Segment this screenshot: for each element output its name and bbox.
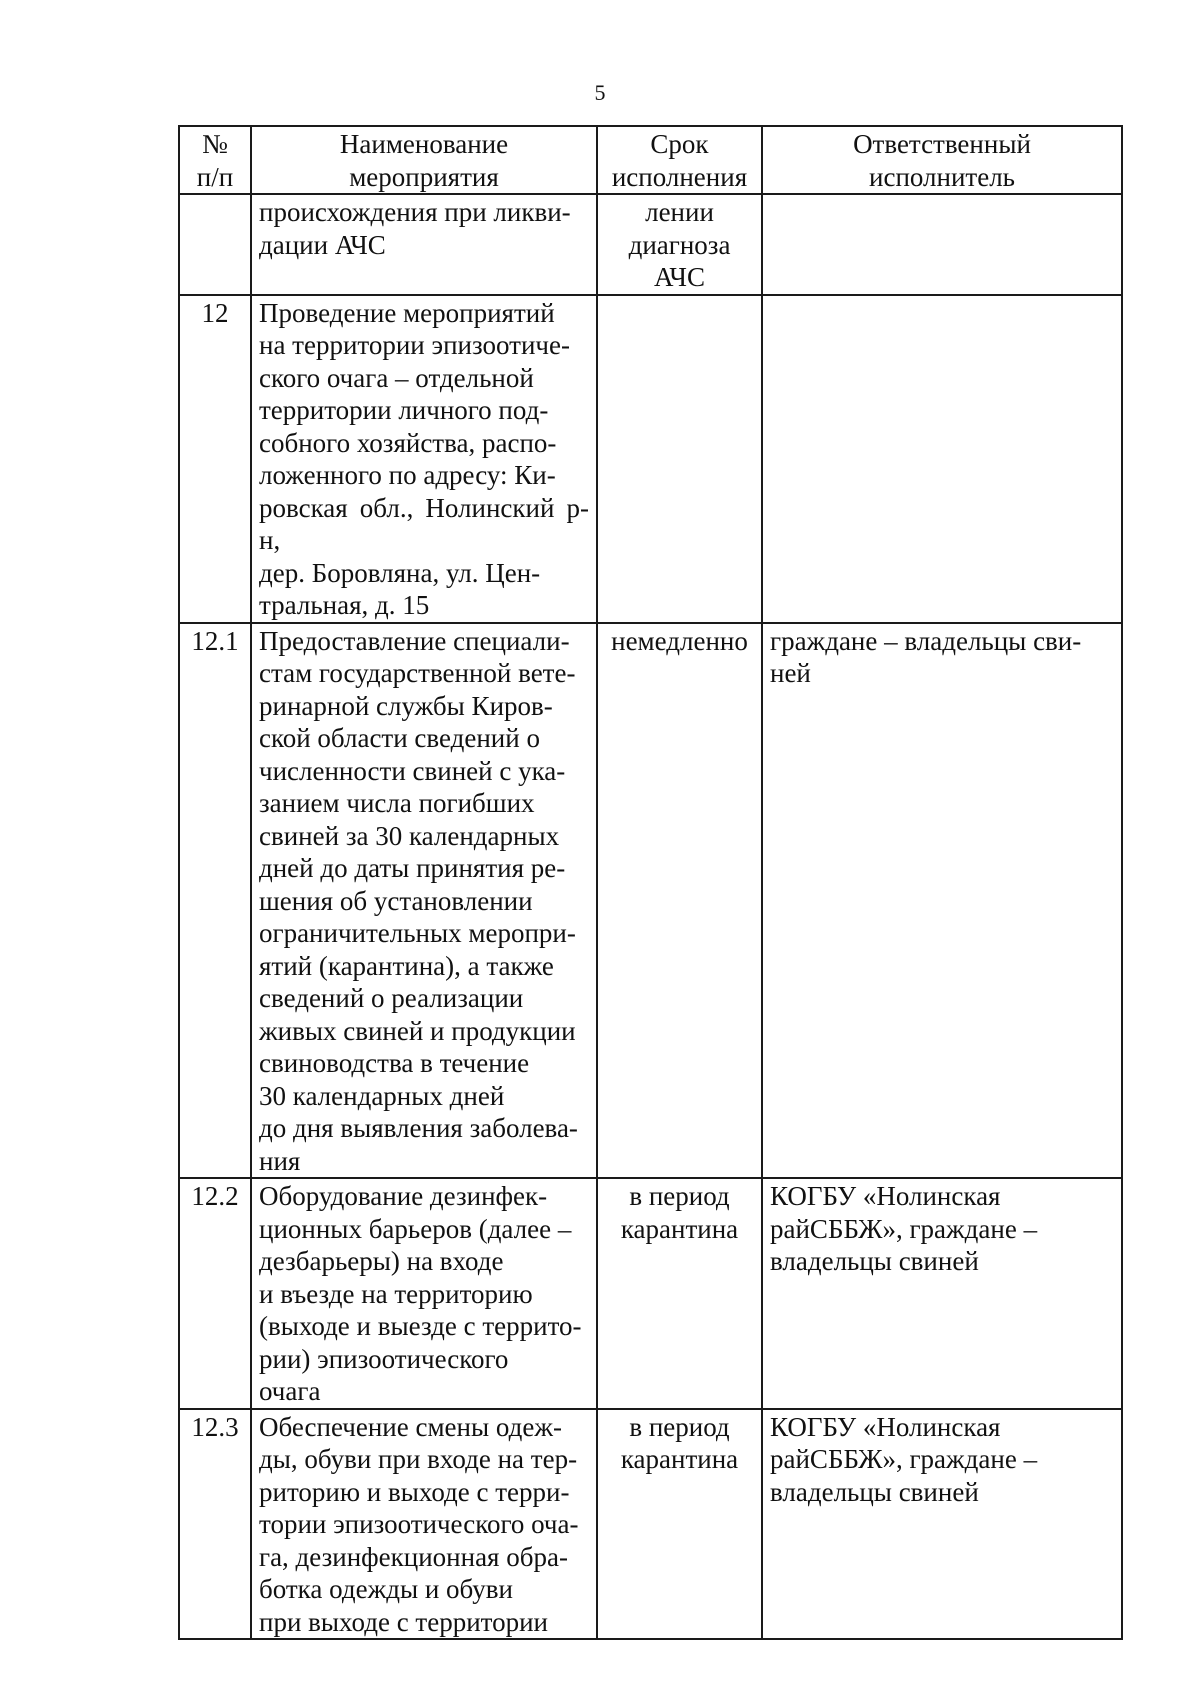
row-responsible [762,623,1122,1179]
row-number: 12.1 [179,623,251,1179]
header-line: мероприятия [349,161,499,192]
cell-line: ды, обуви при входе на тер- [259,1444,578,1474]
cell-line: риторию и выходе с терри- [259,1476,570,1507]
page-number: 5 [594,80,606,105]
cell-line: владельцы свиней [770,1476,979,1507]
table-row [179,623,1122,1179]
row-activity-name [251,295,597,623]
row-term [597,1409,762,1640]
header-line: Ответственный [853,129,1031,159]
cell-line: свиноводства в течение [259,1048,530,1078]
cell-line: до дня выявления заболева- [259,1113,578,1143]
header-responsible [762,126,1122,194]
cell-line: в период [629,1411,730,1442]
cell-line: (выходе и выезде с террито- [259,1311,582,1341]
table-row [179,1409,1122,1640]
cell-line: ней [770,658,811,688]
cell-line: и въезде на территорию [259,1278,533,1309]
cell-line: происхождения при ликви- [259,197,571,227]
cell-line: ятий (карантина), а также [259,950,554,981]
cell-line: численности свиней с ука- [259,755,566,786]
cell-line: лении [645,197,714,227]
cell-line: 30 календарных дней [259,1080,505,1111]
cell-line: ложенного по адресу: Ки- [259,460,556,490]
cell-line: ботка одежды и обуви [259,1574,513,1604]
row-activity-name [251,1409,597,1640]
cell-line: очага [259,1376,321,1406]
cell-line: КОГБУ «Нолинская [770,1411,1001,1442]
cell-line: АЧС [654,262,705,292]
header-term [597,126,762,194]
cell-line: дней до даты принятия ре- [259,853,566,883]
row-responsible [762,295,1122,623]
row-activity-name [251,623,597,1179]
cell-line: Оборудование дезинфек- [259,1181,548,1211]
row-responsible [762,1409,1122,1640]
cell-line: тральная, д. 15 [259,590,430,620]
header-line: исполнения [611,161,748,192]
cell-line: Проведение мероприятий [259,297,555,328]
cell-line: ровская обл., Нолинский р-н, [259,492,589,555]
cell-line: райСББЖ», граждане – [770,1444,1038,1474]
row-number [179,194,251,295]
table-row [179,295,1122,623]
activities-table [178,125,1123,1640]
row-activity-name [251,194,597,295]
header-line: исполнитель [869,161,1015,192]
row-activity-name [251,1178,597,1409]
header-activity-name [251,126,597,194]
cell-line: дезбарьеры) на входе [259,1246,504,1276]
cell-line: КОГБУ «Нолинская [770,1181,1001,1211]
header-line: Наименование [339,129,509,159]
cell-line: в период [629,1181,730,1211]
cell-line: живых свиней и продукции [259,1015,576,1046]
cell-line: на территории эпизоотиче- [259,330,570,360]
cell-line: ния [259,1145,301,1176]
cell-line: диагноза [628,229,731,260]
cell-line: сведений о реализации [259,983,524,1013]
cell-line: ционных барьеров (далее – [259,1213,572,1244]
row-responsible [762,1178,1122,1409]
row-term [597,194,762,295]
row-term [597,295,762,623]
cell-line: карантина [620,1444,739,1474]
header-line: п/п [196,161,234,192]
table-header-row [179,126,1122,194]
header-line: № [202,129,228,159]
row-term [597,1178,762,1409]
cell-line: собного хозяйства, распо- [259,427,557,458]
cell-line: ограничительных меропри- [259,918,576,948]
cell-line: райСББЖ», граждане – [770,1213,1038,1244]
row-number: 12.3 [179,1409,251,1640]
cell-line: стам государственной вете- [259,658,576,688]
cell-line: при выходе с территории [259,1606,549,1637]
cell-line: Обеспечение смены одеж- [259,1411,562,1442]
cell-line: дации АЧС [259,229,386,260]
cell-line: дер. Боровляна, ул. Цен- [259,557,541,588]
cell-line: карантина [620,1213,739,1244]
header-line: Срок [650,129,709,159]
cell-line: свиней за 30 календарных [259,820,560,851]
cell-line: ского очага – отдельной [259,362,534,393]
cell-line: га, дезинфекционная обра- [259,1541,568,1572]
cell-line: владельцы свиней [770,1246,979,1276]
cell-line: Предоставление специали- [259,625,570,656]
cell-line: ской области сведений о [259,723,540,753]
table-row [179,194,1122,295]
row-number: 12.2 [179,1178,251,1409]
cell-line: территории личного под- [259,395,549,425]
cell-line: немедленно [611,625,748,656]
cell-line: ринарной службы Киров- [259,690,553,721]
row-responsible [762,194,1122,295]
cell-line: шения об установлении [259,885,533,916]
cell-line: занием числа погибших [259,788,535,818]
row-number: 12 [179,295,251,623]
cell-line: рии) эпизоотического [259,1343,509,1374]
table-row [179,1178,1122,1409]
cell-line: тории эпизоотического оча- [259,1509,579,1539]
row-term [597,623,762,1179]
cell-line: граждане – владельцы сви- [770,625,1082,656]
header-number [179,126,251,194]
